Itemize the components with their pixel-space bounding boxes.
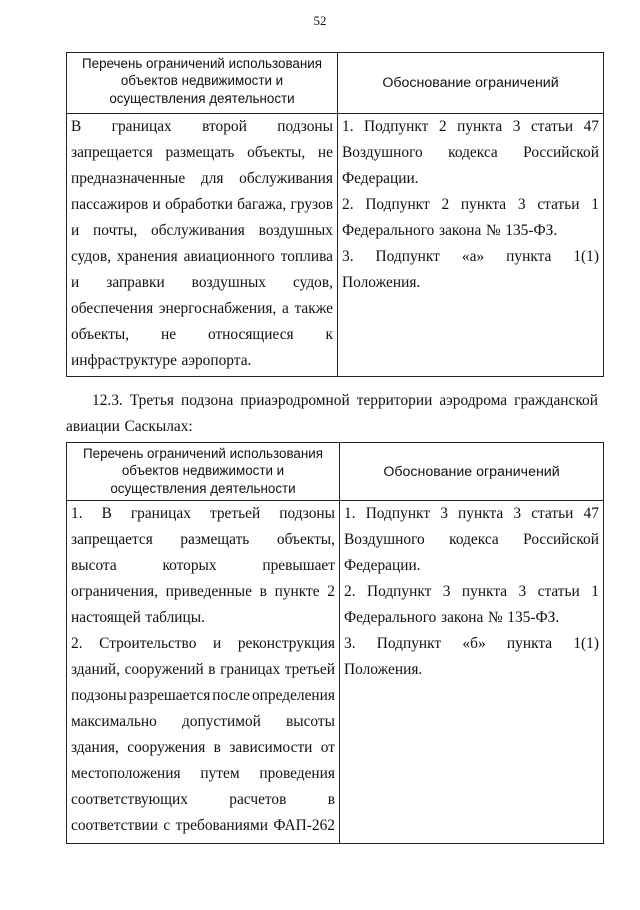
word: инфраструктуре xyxy=(71,352,177,369)
word: не xyxy=(317,144,333,161)
word: судов, xyxy=(292,274,333,291)
word: Строительство xyxy=(99,635,197,652)
word: здания, xyxy=(71,739,119,756)
word: пункта xyxy=(458,505,504,522)
word: сооружения xyxy=(127,739,206,756)
word: аэропорта. xyxy=(181,352,252,369)
word: 3 xyxy=(518,583,527,600)
word: 3 xyxy=(517,196,526,213)
word: разрешается xyxy=(128,687,211,704)
text-line xyxy=(71,501,335,527)
word: зданий, xyxy=(71,661,121,678)
word: судов, xyxy=(71,248,111,265)
text-line xyxy=(71,813,335,839)
word: хранения xyxy=(116,248,178,265)
word: 3 xyxy=(442,583,451,600)
word: Федерального xyxy=(342,222,435,239)
word: ограничения, xyxy=(71,583,158,600)
header-line: Перечень ограничений использования xyxy=(82,56,322,71)
word: авиации xyxy=(66,418,120,435)
text-line xyxy=(71,553,335,579)
text-line xyxy=(71,657,335,683)
word: Третья xyxy=(129,392,174,409)
word: проведения xyxy=(259,765,335,782)
header-line: осуществления деятельности xyxy=(110,480,296,496)
word: 2 xyxy=(438,118,447,135)
word: запрещается xyxy=(71,531,153,548)
word: размещать xyxy=(180,531,250,548)
word: относящиеся xyxy=(207,326,294,343)
word: в xyxy=(259,583,267,600)
text-line xyxy=(71,114,333,140)
word: Российской xyxy=(523,531,599,548)
word: к xyxy=(325,326,333,343)
word: зависимости xyxy=(229,739,313,756)
text-line xyxy=(344,501,599,527)
word: обслуживания xyxy=(151,222,245,239)
text-line xyxy=(71,527,335,553)
word: 3 xyxy=(512,118,521,135)
word: почты, xyxy=(93,222,138,239)
word: пункта xyxy=(506,635,553,652)
word: запрещается xyxy=(71,144,153,161)
word: Подпункт xyxy=(364,118,429,135)
word: размещать xyxy=(165,144,235,161)
word: пассажиров xyxy=(71,196,149,213)
word: пункте xyxy=(274,583,320,600)
text-line xyxy=(344,631,599,657)
word: 135-ФЗ. xyxy=(505,222,558,239)
word: 1 xyxy=(591,196,599,213)
word: местоположения xyxy=(71,765,181,782)
text-line xyxy=(71,605,335,631)
text-line xyxy=(342,140,599,166)
word: багажа, xyxy=(237,196,287,213)
word: 47 xyxy=(583,505,599,522)
word: и xyxy=(71,274,80,291)
word: второй xyxy=(202,118,247,135)
word: 1. xyxy=(344,505,356,522)
word: для xyxy=(200,170,224,187)
word: границах xyxy=(111,118,172,135)
restrictions-cell xyxy=(67,501,340,844)
word: Подпункт xyxy=(375,248,440,265)
text-line xyxy=(71,140,333,166)
text-line xyxy=(342,114,599,140)
text-line xyxy=(71,683,335,709)
text-line xyxy=(71,192,333,218)
word: не xyxy=(161,326,177,343)
word: 1(1) xyxy=(573,248,599,265)
text-line xyxy=(71,244,333,270)
text-line xyxy=(344,605,599,631)
word: 12.3. xyxy=(92,392,123,409)
word: в xyxy=(208,661,216,678)
text-line xyxy=(71,787,335,813)
word: Подпункт xyxy=(365,505,431,522)
word: и xyxy=(71,222,80,239)
word: которых xyxy=(162,557,217,574)
word: статьи xyxy=(537,196,580,213)
word: также xyxy=(294,300,333,317)
restrictions-table-subzone-2 xyxy=(66,52,604,377)
word: соответствующих xyxy=(71,791,188,808)
word: высоты xyxy=(285,713,335,730)
text-line xyxy=(66,414,598,440)
word: от xyxy=(320,739,335,756)
text-line xyxy=(342,166,599,192)
word: приведенные xyxy=(165,583,252,600)
word: «б» xyxy=(462,635,486,652)
word: 2. xyxy=(342,196,354,213)
text-line xyxy=(344,579,599,605)
text-line xyxy=(342,192,599,218)
word: границах xyxy=(130,505,191,522)
word: максимально xyxy=(71,713,157,730)
word: объекты, xyxy=(276,531,335,548)
word: № xyxy=(485,222,501,239)
text-line xyxy=(71,761,335,787)
word: третьей xyxy=(284,661,335,678)
word: 47 xyxy=(583,118,599,135)
word: а xyxy=(281,300,289,317)
word: пункта xyxy=(461,583,508,600)
word: подзоны xyxy=(277,118,333,135)
text-line xyxy=(71,296,333,322)
word: обработки xyxy=(165,196,233,213)
word: пункта xyxy=(457,118,503,135)
word: статьи xyxy=(531,505,574,522)
restrictions-cell xyxy=(67,114,338,377)
word: кодекса xyxy=(448,144,498,161)
word: Положения. xyxy=(344,661,423,678)
text-line xyxy=(71,709,335,735)
word: после xyxy=(212,687,250,704)
word: третьей xyxy=(209,505,261,522)
text-line xyxy=(71,579,335,605)
text-line xyxy=(66,388,598,414)
word: обслуживания xyxy=(239,170,333,187)
word: Положения. xyxy=(342,274,421,291)
header-line: объектов недвижимости и xyxy=(121,463,285,479)
word: 1(1) xyxy=(573,635,599,652)
text-line xyxy=(71,322,333,348)
word: воздушных xyxy=(191,274,266,291)
column-header-justification: Обоснование ограничений xyxy=(338,53,604,114)
text-line xyxy=(344,553,599,579)
text-line xyxy=(71,218,333,244)
justification-cell xyxy=(338,114,604,377)
word: топлива xyxy=(280,248,333,265)
word: и xyxy=(213,635,222,652)
text-line xyxy=(342,218,599,244)
word: 2. xyxy=(71,635,83,652)
word: подзона xyxy=(181,392,234,409)
word: Воздушного xyxy=(342,144,423,161)
word: грузов xyxy=(290,196,333,213)
word: закона xyxy=(440,609,484,626)
word: с xyxy=(163,817,171,834)
word: настоящей xyxy=(71,609,141,626)
header-line: осуществления деятельности xyxy=(109,90,295,106)
word: воздушных xyxy=(258,222,333,239)
header-line: объектов недвижимости и xyxy=(120,73,284,89)
word: сооружений xyxy=(124,661,204,678)
text-line xyxy=(71,735,335,761)
column-header-justification: Обоснование ограничений xyxy=(340,443,604,501)
word: 3. xyxy=(342,248,354,265)
word: подзоны xyxy=(71,687,127,704)
word: Подпункт xyxy=(366,583,432,600)
word: № xyxy=(487,609,503,626)
word: энергоснабжения, xyxy=(158,300,277,317)
justification-cell xyxy=(340,501,604,844)
word: пункта xyxy=(506,248,552,265)
word: объекты, xyxy=(247,144,306,161)
page-number: 52 xyxy=(313,13,327,28)
word: 3 xyxy=(440,505,448,522)
text-line xyxy=(71,270,333,296)
word: Федерации. xyxy=(344,557,421,574)
word: 1. xyxy=(71,505,83,522)
text-line xyxy=(71,348,333,374)
word: кодекса xyxy=(449,531,499,548)
header-line: Перечень ограничений использования xyxy=(83,446,323,461)
text-line xyxy=(344,657,599,683)
word: Федерации. xyxy=(342,170,419,187)
word: статьи xyxy=(530,118,574,135)
word: в xyxy=(327,791,335,808)
word: соответствии xyxy=(71,817,158,834)
word: пункта xyxy=(460,196,507,213)
word: в xyxy=(213,739,221,756)
column-header-restrictions xyxy=(67,53,338,114)
restrictions-table-subzone-3 xyxy=(66,442,604,844)
word: территории xyxy=(356,392,433,409)
word: «а» xyxy=(461,248,485,265)
word: и xyxy=(152,196,161,213)
word: таблицы. xyxy=(145,609,205,626)
word: 1 xyxy=(591,583,599,600)
word: Воздушного xyxy=(344,531,425,548)
word: высота xyxy=(71,557,117,574)
word: 2 xyxy=(441,196,450,213)
word: реконструкция xyxy=(237,635,335,652)
word: 2. xyxy=(344,583,356,600)
text-line xyxy=(342,244,599,270)
word: расчетов xyxy=(229,791,287,808)
word: требованиями xyxy=(175,817,268,834)
text-line xyxy=(342,270,599,296)
word: путем xyxy=(200,765,240,782)
word: В xyxy=(101,505,112,522)
text-line xyxy=(71,166,333,192)
word: 1. xyxy=(342,118,354,135)
word: 3 xyxy=(513,505,522,522)
word: ФАП-262 xyxy=(273,817,335,834)
word: обеспечения xyxy=(71,300,154,317)
word: гражданской xyxy=(514,392,598,409)
word: Российской xyxy=(523,144,599,161)
word: превышает xyxy=(262,557,335,574)
word: авиационного xyxy=(183,248,275,265)
word: статьи xyxy=(537,583,580,600)
word: аэродрома xyxy=(439,392,508,409)
word: Подпункт xyxy=(376,635,442,652)
word: определения xyxy=(251,687,335,704)
word: объекты, xyxy=(71,326,130,343)
word: 3. xyxy=(344,635,356,652)
word: допустимой xyxy=(181,713,261,730)
word: Подпункт xyxy=(365,196,430,213)
section-paragraph-12-3 xyxy=(66,388,598,440)
column-header-restrictions xyxy=(67,443,340,501)
word: 135-ФЗ. xyxy=(507,609,560,626)
word: закона xyxy=(438,222,482,239)
word: подзоны xyxy=(279,505,335,522)
word: приаэродромной xyxy=(240,392,350,409)
word: 2 xyxy=(327,583,335,600)
text-line xyxy=(71,631,335,657)
word: Саскылах: xyxy=(124,418,193,435)
word: предназначенные xyxy=(71,170,186,187)
word: В xyxy=(71,118,82,135)
word: заправки xyxy=(106,274,165,291)
word: Федерального xyxy=(344,609,437,626)
text-line xyxy=(344,527,599,553)
word: границах xyxy=(220,661,281,678)
